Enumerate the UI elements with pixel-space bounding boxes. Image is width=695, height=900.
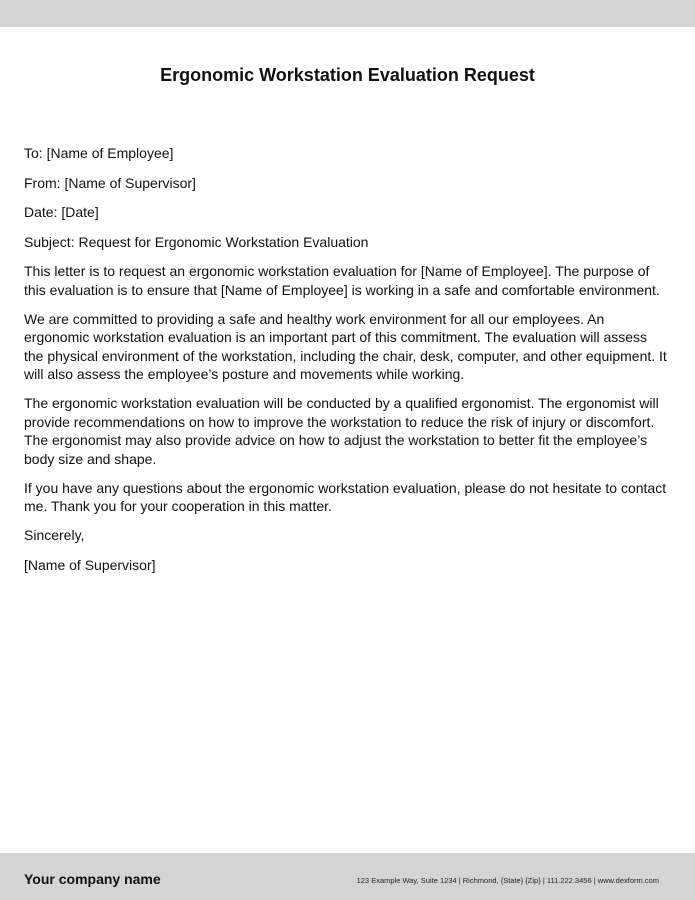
paragraph-purpose: This letter is to request an ergonomic workstation evaluation for [Name of Employee]. The purpose of this evaluation is to ensure that [Name of Employee] is working in a safe and comfortable environment. — [24, 263, 660, 298]
top-band — [0, 0, 695, 27]
footer — [0, 853, 695, 900]
to-line: To: [Name of Employee] — [24, 145, 174, 161]
date-line: Date: [Date] — [24, 204, 99, 220]
document-title: Ergonomic Workstation Evaluation Request — [160, 65, 535, 85]
closing: Sincerely, — [24, 527, 85, 543]
paragraph-commitment: We are committed to providing a safe and healthy work environment for all our employees. An ergonomic workstation evaluation is an important part of this commitment. The evaluation will assess the physical environment of the workstation, including the chair, desk, computer, and other equipment. It will also assess the employee’s posture and movements while working. — [24, 310, 667, 382]
from-line: From: [Name of Supervisor] — [24, 174, 196, 191]
company-address: 123 Example Way, Suite 1234 | Richmond, {State} {Zip} | 111.222.3456 | www.dexform.com — [356, 876, 659, 885]
signature: [Name of Supervisor] — [24, 556, 156, 573]
letter-body — [24, 144, 670, 585]
company-name: Your company name — [24, 871, 161, 887]
paragraph-contact: If you have any questions about the ergonomic workstation evaluation, please do not hesitate to contact me. Thank you for your cooperation in this matter. — [24, 479, 667, 514]
paragraph-ergonomist: The ergonomic workstation evaluation will be conducted by a qualified ergonomist. The ergonomist will provide recommendations on how to improve the workstation to reduce the risk of injury or discomfort. The ergonomist may also provide advice on how to adjust the workstation to better fit the employee’s body size and shape. — [24, 395, 659, 467]
subject-line: Subject: Request for Ergonomic Workstation Evaluation — [24, 233, 369, 250]
